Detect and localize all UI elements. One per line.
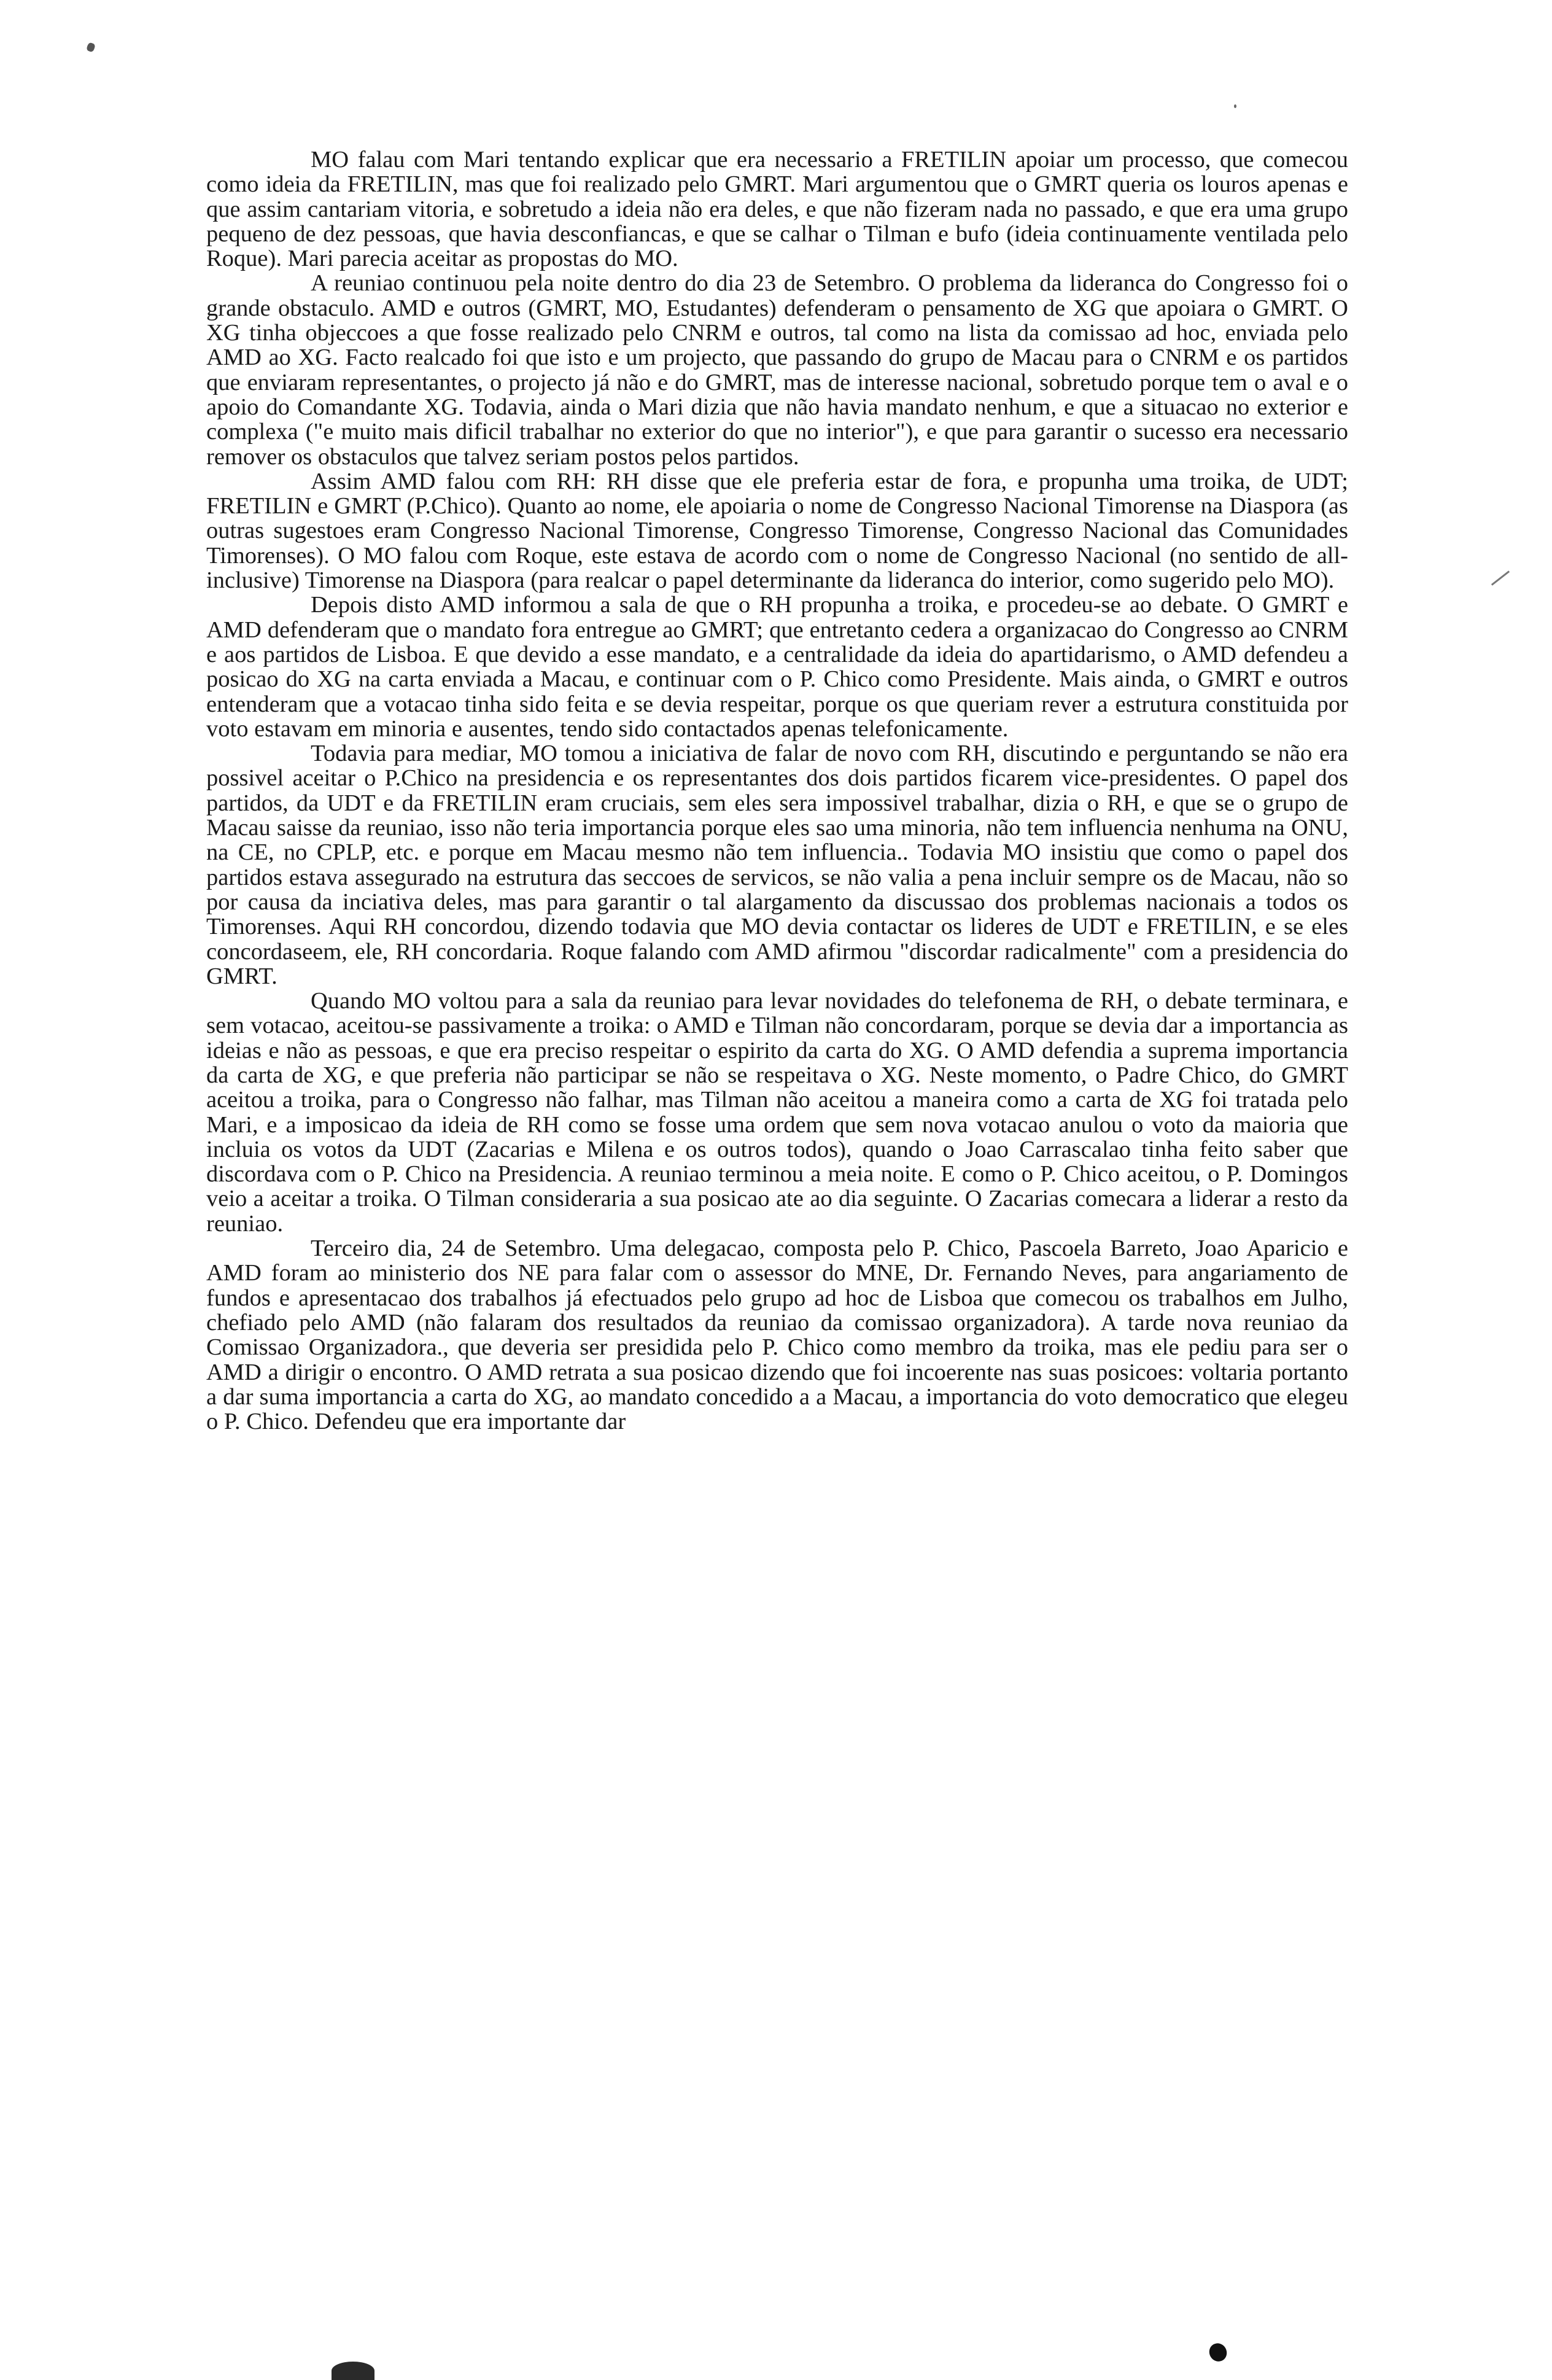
scan-stroke-mark (1491, 570, 1510, 586)
paragraph: Todavia para mediar, MO tomou a iniciativa de falar de novo com RH, discutindo e perguntando se não era possivel aceitar o P.Chico na presidencia e os representantes dos dois partidos ficarem vice-presidentes. O papel dos partidos, da UDT e da FRETILIN eram cruciais, sem eles sera impossivel trabalhar, dizia o RH, e que se o grupo de Macau saisse da reuniao, isso não teria importancia porque eles sao uma minoria, não tem influencia nenhuma na ONU, na CE, no CPLP, etc. e porque em Macau mesmo não tem influencia.. Todavia MO insistiu que como o papel dos partidos estava assegurado na estrutura das seccoes de servicos, se não valia a pena incluir sempre os de Macau, não so por causa da inciativa deles, mas para garantir o tal alargamento da discussao dos problemas nacionais a todos os Timorenses. Aqui RH concordou, dizendo todavia que MO devia contactar os lideres de UDT e FRETILIN, e se eles concordaseem, ele, RH concordaria. Roque falando com AMD afirmou "discordar radicalmente" com a presidencia do GMRT. (206, 741, 1348, 989)
scan-speck-mark (1234, 104, 1236, 108)
scan-blot-mark (332, 2362, 374, 2380)
paragraph: MO falau com Mari tentando explicar que era necessario a FRETILIN apoiar um processo, que comecou como ideia da FRETILIN, mas que foi realizado pelo GMRT. Mari argumentou que o GMRT queria os louros apenas e que assim cantariam vitoria, e sobretudo a ideia não era deles, e que não fizeram nada no passado, e que era uma grupo pequeno de dez pessoas, que havia desconfiancas, e que se calhar o Tilman e bufo (ideia continuamente ventilada pelo Roque). Mari parecia aceitar as propostas do MO. (206, 147, 1348, 272)
paragraph: Assim AMD falou com RH: RH disse que ele preferia estar de fora, e propunha uma troika, de UDT; FRETILIN e GMRT (P.Chico). Quanto ao nome, ele apoiaria o nome de Congresso Nacional Timorense na Diaspora (as outras sugestoes eram Congresso Nacional Timorense, Congresso Timorense, Congresso Nacional das Comunidades Timorenses). O MO falou com Roque, este estava de acordo com o nome de Congresso Nacional (no sentido de all-inclusive) Timorense na Diaspora (para realcar o papel determinante da lideranca do interior, como sugerido pelo MO). (206, 468, 1348, 594)
document-body (206, 147, 1348, 1434)
paragraph: Depois disto AMD informou a sala de que o RH propunha a troika, e procedeu-se ao debate. O GMRT e AMD defenderam que o mandato fora entregue ao GMRT; que entretanto cedera a organizacao do Congresso ao CNRM e aos partidos de Lisboa. E que devido a esse mandato, e a centralidade da ideia do apartidarismo, o AMD defendeu a posicao do XG na carta enviada a Macau, e continuar com o P. Chico como Presidente. Mais ainda, o GMRT e outros entenderam que a votacao tinha sido feita e se devia respeitar, porque os que queriam rever a estrutura constituida por voto estavam em minoria e ausentes, tendo sido contactados apenas telefonicamente. (206, 592, 1348, 742)
paragraph: A reuniao continuou pela noite dentro do dia 23 de Setembro. O problema da lideranca do Congresso foi o grande obstaculo. AMD e outros (GMRT, MO, Estudantes) defenderam o pensamento de XG que apoiara o GMRT. O XG tinha objeccoes a que fosse realizado pelo CNRM e outros, tal como na lista da comissao ad hoc, enviada pelo AMD ao XG. Facto realcado foi que isto e um projecto, que passando do grupo de Macau para o CNRM e os partidos que enviaram representantes, o projecto já não e do GMRT, mas de interesse nacional, sobretudo porque tem o aval e o apoio do Comandante XG. Todavia, ainda o Mari dizia que não havia mandato nenhum, e que a situacao no exterior e complexa ("e muito mais dificil trabalhar no exterior do que no interior"), e que para garantir o sucesso era necessario remover os obstaculos que talvez seriam postos pelos partidos. (206, 270, 1348, 470)
paragraph: Terceiro dia, 24 de Setembro. Uma delegacao, composta pelo P. Chico, Pascoela Barreto, Joao Aparicio e AMD foram ao ministerio dos NE para falar com o assessor do MNE, Dr. Fernando Neves, para angariamento de fundos e apresentacao dos trabalhos já efectuados pelo grupo ad hoc de Lisboa que comecou os trabalhos em Julho, chefiado pelo AMD (não falaram dos resultados da reuniao da comissao organizadora). A tarde nova reuniao da Comissao Organizadora., que deveria ser presidida pelo P. Chico como membro da troika, mas ele pediu para ser o AMD a dirigir o encontro. O AMD retrata a sua posicao dizendo que foi incoerente nas suas posicoes: voltaria portanto a dar suma importancia a carta do XG, ao mandato concedido a a Macau, a importancia do voto democratico que elegeu o P. Chico. Defendeu que era importante dar (206, 1235, 1348, 1435)
scan-speck-mark (86, 42, 96, 52)
paragraph: Quando MO voltou para a sala da reuniao para levar novidades do telefonema de RH, o debate terminara, e sem votacao, aceitou-se passivamente a troika: o AMD e Tilman não concordaram, porque se devia dar a importancia as ideias e não as pessoas, e que era preciso respeitar o espirito da carta do XG. O AMD defendia a suprema importancia da carta de XG, e que preferia não participar se não se respeitava o XG. Neste momento, o Padre Chico, do GMRT aceitou a troika, para o Congresso não falhar, mas Tilman não aceitou a maneira como a carta de XG foi tratada pelo Mari, e a imposicao da ideia de RH como se fosse uma ordem que sem nova votacao anulou o voto da maioria que incluia os votos da UDT (Zacarias e Milena e os outros todos), quando o Joao Carrascalao tinha feito saber que discordava com o P. Chico na Presidencia. A reuniao terminou a meia noite. E como o P. Chico aceitou, o P. Domingos veio a aceitar a troika. O Tilman consideraria a sua posicao ate ao dia seguinte. O Zacarias comecara a liderar a resto da reuniao. (206, 988, 1348, 1237)
scan-blot-mark (1206, 2340, 1230, 2365)
